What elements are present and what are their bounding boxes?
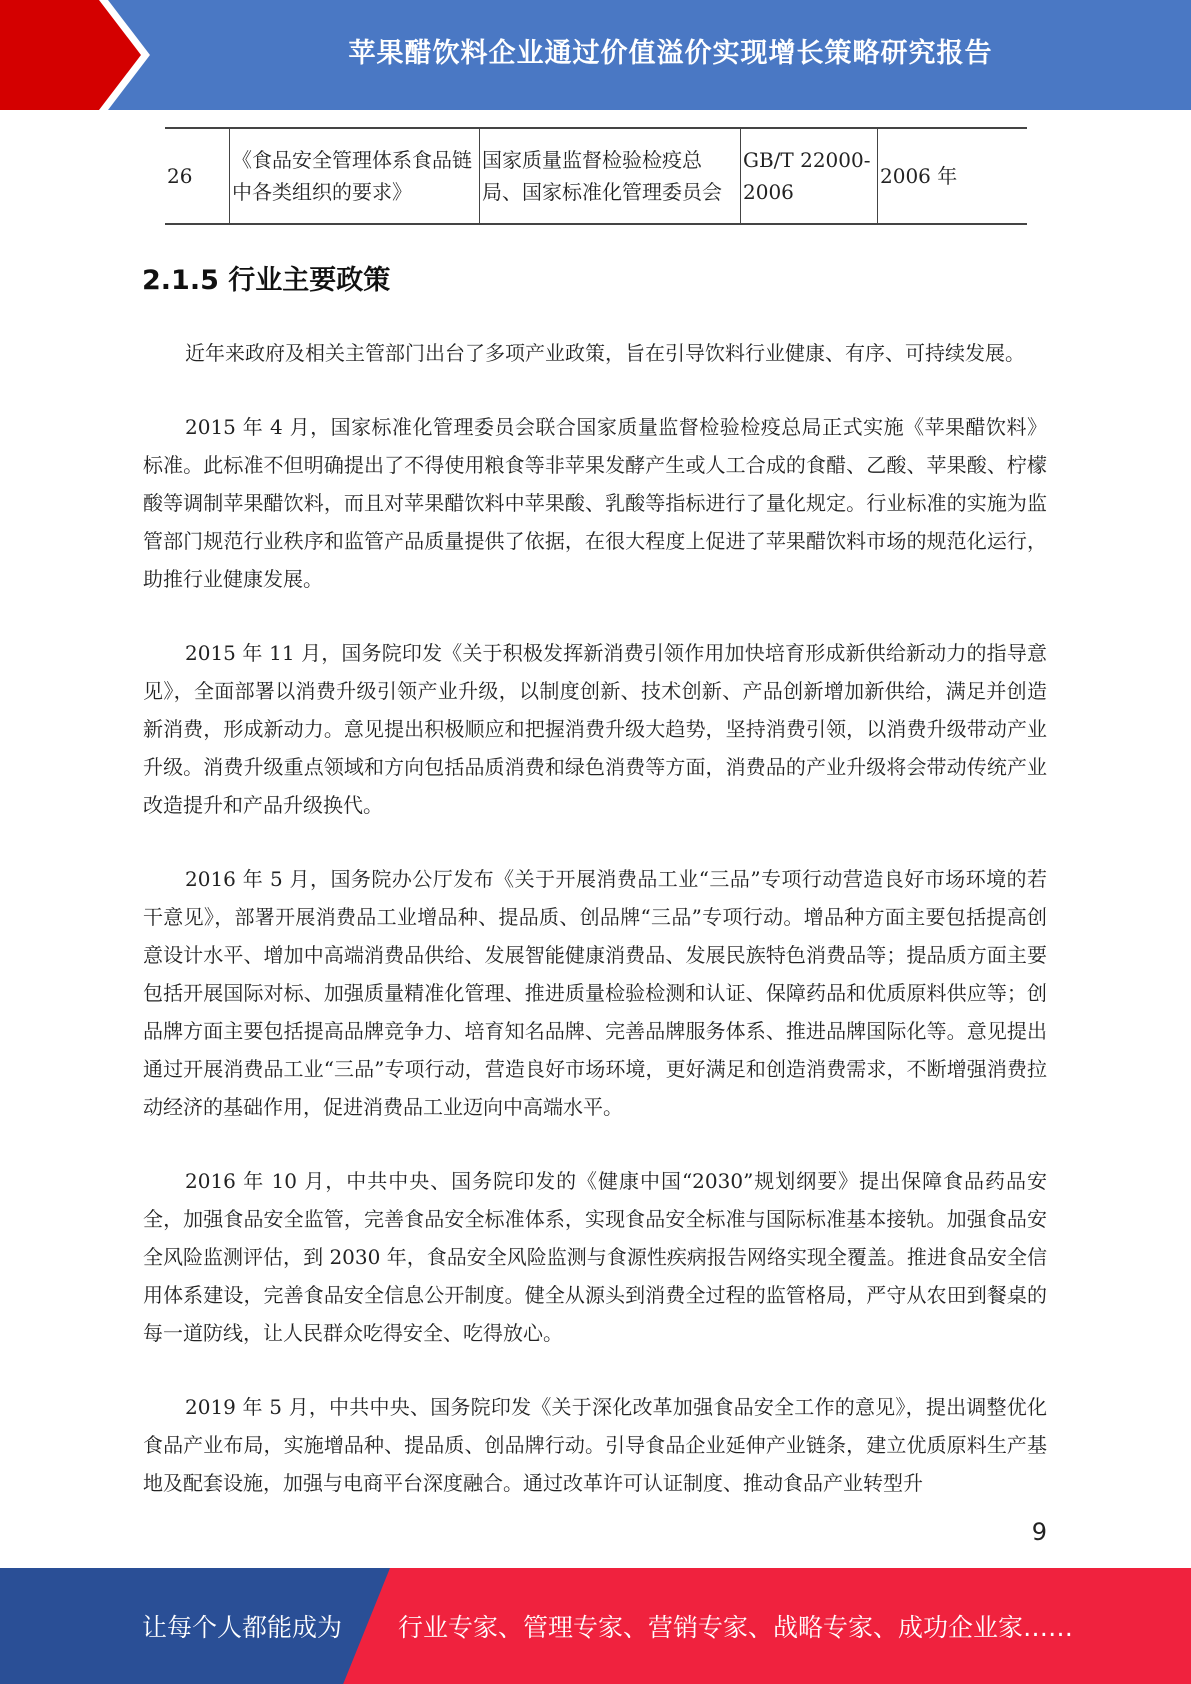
paragraph: 2019 年 5 月，中共中央、国务院印发《关于深化改革加强食品安全工作的意见》，提出调整优化食品产业布局，实施增品种、提品质、创品牌行动。引导食品企业延伸产业链条，建立优质原料生产基地及配套设施，加强与电商平台深度融合。通过改革许可认证制度、推动食品产业转型升 (143, 1395, 1047, 1495)
standard-name: 《食品安全管理体系食品链中各类组织的要求》 (230, 128, 480, 224)
row-number: 26 (165, 128, 230, 224)
issuing-authority: 国家质量监督检验检疫总局、国家标准化管理委员会 (480, 128, 741, 224)
paragraph: 2016 年 10 月，中共中央、国务院印发的《健康中国“2030”规划纲要》提出保障食品药品安全，加强食品安全监管，完善食品安全标准体系，实现食品安全标准与国际标准基本接轨。加强食品安全风险监测评估，到 2030 年，食品安全风险监测与食源性疾病报告网络实现全覆盖。推进食品安全信用体系建设，完善食品安全信息公开制度。健全从源头到消费全过程的监管格局，严守从农田到餐桌的每一道防线，让人民群众吃得安全、吃得放心。 (143, 1169, 1047, 1345)
page-footer (0, 1568, 1191, 1684)
report-title: 苹果醋饮料企业通过价值溢价实现增长策略研究报告 (348, 37, 993, 69)
section-heading: 2.1.5 行业主要政策 (142, 265, 391, 296)
header-arrow-decoration (0, 0, 150, 110)
standards-table (165, 127, 1027, 225)
body-text (143, 334, 1047, 1538)
footer-slogan-left: 让每个人都能成为 (142, 1613, 343, 1642)
table-row (165, 128, 1027, 224)
paragraph: 2015 年 4 月，国家标准化管理委员会联合国家质量监督检验检疫总局正式实施《苹果醋饮料》标准。此标准不但明确提出了不得使用粮食等非苹果发酵产生或人工合成的食醋、乙酸、苹果酸、柠檬酸等调制苹果醋饮料，而且对苹果醋饮料中苹果酸、乳酸等指标进行了量化规定。行业标准的实施为监管部门规范行业秩序和监管产品质量提供了依据，在很大程度上促进了苹果醋饮料市场的规范化运行，助推行业健康发展。 (143, 415, 1047, 591)
page-header (0, 0, 1191, 110)
paragraph: 2016 年 5 月，国务院办公厅发布《关于开展消费品工业“三品”专项行动营造良好市场环境的若干意见》，部署开展消费品工业增品种、提品质、创品牌“三品”专项行动。增品种方面主要包括提高创意设计水平、增加中高端消费品供给、发展智能健康消费品、发展民族特色消费品等；提品质方面主要包括开展国际对标、加强质量精准化管理、推进质量检验检测和认证、保障药品和优质原料供应等；创品牌方面主要包括提高品牌竞争力、培育知名品牌、完善品牌服务体系、推进品牌国际化等。意见提出通过开展消费品工业“三品”专项行动，营造良好市场环境，更好满足和创造消费需求，不断增强消费拉动经济的基础作用，促进消费品工业迈向中高端水平。 (143, 867, 1047, 1119)
paragraph: 2015 年 11 月，国务院印发《关于积极发挥新消费引领作用加快培育形成新供给新动力的指导意见》，全面部署以消费升级引领产业升级，以制度创新、技术创新、产品创新增加新供给，满足并创造新消费，形成新动力。意见提出积极顺应和把握消费升级大趋势，坚持消费引领，以消费升级带动产业升级。消费升级重点领域和方向包括品质消费和绿色消费等方面，消费品的产业升级将会带动传统产业改造提升和产品升级换代。 (143, 641, 1047, 817)
standard-code: GB/T 22000-2006 (741, 128, 878, 224)
footer-slogan-right: 行业专家、管理专家、营销专家、战略专家、成功企业家…… (398, 1613, 1074, 1642)
issue-year: 2006 年 (878, 128, 1028, 224)
page-number: 9 (1031, 1518, 1047, 1546)
paragraph: 近年来政府及相关主管部门出台了多项产业政策，旨在引导饮料行业健康、有序、可持续发展。 (185, 341, 1025, 365)
